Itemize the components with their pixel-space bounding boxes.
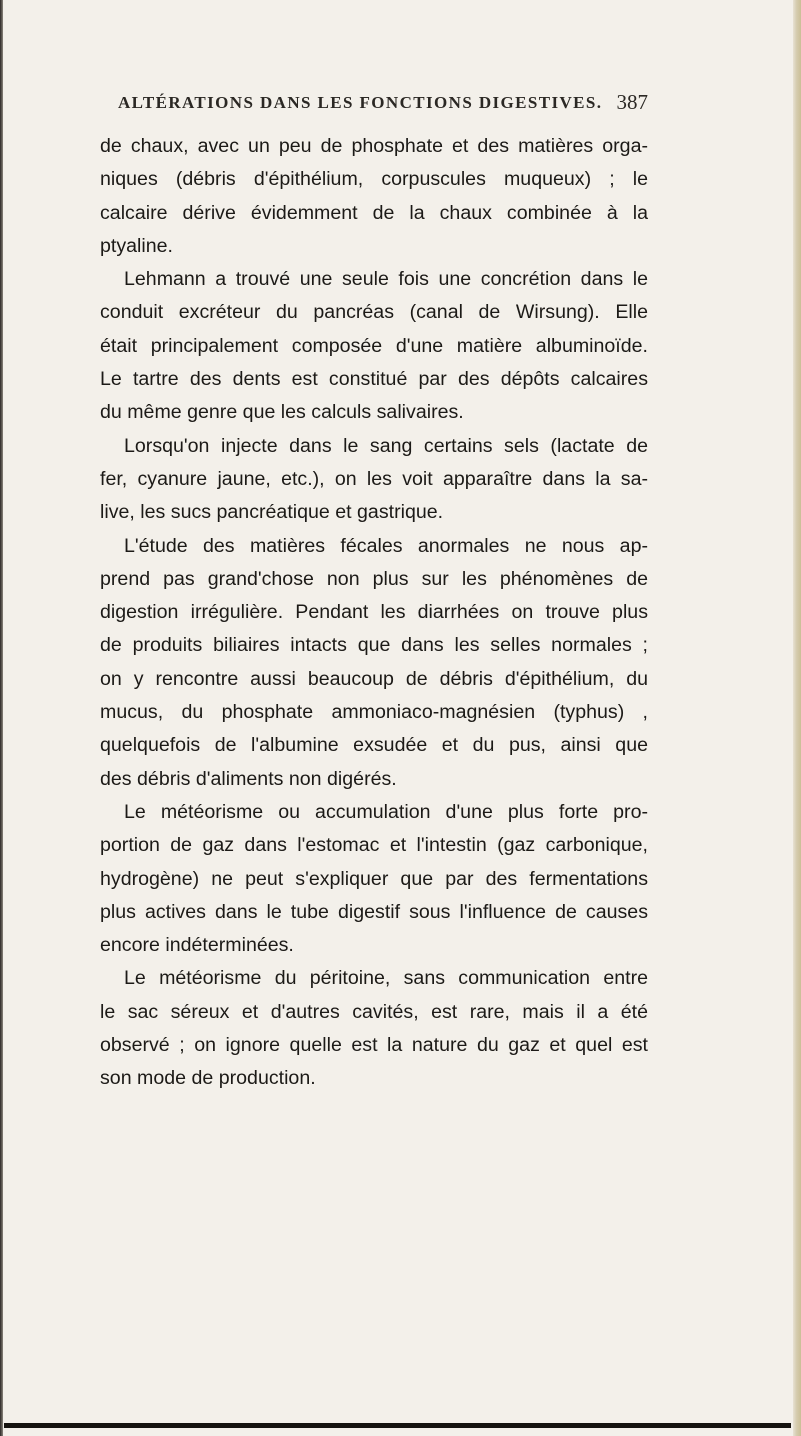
text-line: L'étude des matières fécales anormales ne nous ap-: [124, 534, 648, 557]
text-line: de chaux, avec un peu de phosphate et des matières orga-: [100, 135, 648, 157]
text-line: digestion irrégulière. Pendant les diarrhées on trouve plus: [100, 601, 648, 624]
text-line: live, les sucs pancréatique et gastrique.: [100, 501, 444, 524]
text-line: hydrogène) ne peut s'expliquer que par des fermentations: [100, 867, 648, 890]
text-line: conduit excréteur du pancréas (canal de Wirsung). Elle: [100, 301, 648, 324]
page-bottom-edge: [4, 1423, 791, 1428]
text-line: observé ; on ignore quelle est la nature du gaz et quel est: [100, 1034, 648, 1057]
text-line: fer, cyanure jaune, etc.), on les voit apparaître dans la sa-: [100, 467, 648, 490]
text-line: prend pas grand'chose non plus sur les phénomènes de: [100, 567, 648, 590]
text-line: des débris d'aliments non digérés.: [100, 767, 397, 790]
text-line: son mode de production.: [100, 1067, 316, 1090]
text-line: mucus, du phosphate ammoniaco-magnésien (typhus) ,: [100, 701, 648, 724]
text-line: du même genre que les calculs salivaires.: [100, 401, 464, 424]
text-line: calcaire dérive évidemment de la chaux combinée à la: [100, 201, 648, 224]
text-line: niques (débris d'épithélium, corpuscules muqueux) ; le: [100, 168, 648, 191]
text-line: plus actives dans le tube digestif sous l'influence de causes: [100, 900, 648, 923]
text-line: Le météorisme ou accumulation d'une plus forte pro-: [124, 800, 648, 823]
text-line: de produits biliaires intacts que dans les selles normales ;: [100, 634, 648, 657]
text-line: était principalement composée d'une matière albuminoïde.: [100, 334, 648, 357]
page-number: 387: [616, 90, 648, 114]
body-text: [100, 130, 648, 1096]
text-line: quelquefois de l'albumine exsudée et du pus, ainsi que: [100, 734, 648, 757]
text-line: Le tartre des dents est constitué par des dépôts calcaires: [100, 368, 648, 391]
text-line: Lehmann a trouvé une seule fois une concrétion dans le: [124, 268, 648, 291]
text-line: Le météorisme du péritoine, sans communication entre: [124, 967, 648, 990]
text-line: encore indéterminées.: [100, 934, 294, 957]
text-line: ptyaline.: [100, 234, 173, 257]
text-line: on y rencontre aussi beaucoup de débris d'épithélium, du: [100, 667, 648, 690]
text-line: le sac séreux et d'autres cavités, est rare, mais il a été: [100, 1000, 648, 1023]
page-header: [118, 90, 648, 121]
text-line: Lorsqu'on injecte dans le sang certains sels (lactate de: [124, 434, 648, 457]
page-right-edge: [793, 0, 801, 1436]
page-left-edge: [0, 0, 3, 1436]
text-line: portion de gaz dans l'estomac et l'intestin (gaz carbonique,: [100, 834, 648, 857]
running-title: ALTÉRATIONS DANS LES FONCTIONS DIGESTIVES.: [118, 93, 603, 112]
